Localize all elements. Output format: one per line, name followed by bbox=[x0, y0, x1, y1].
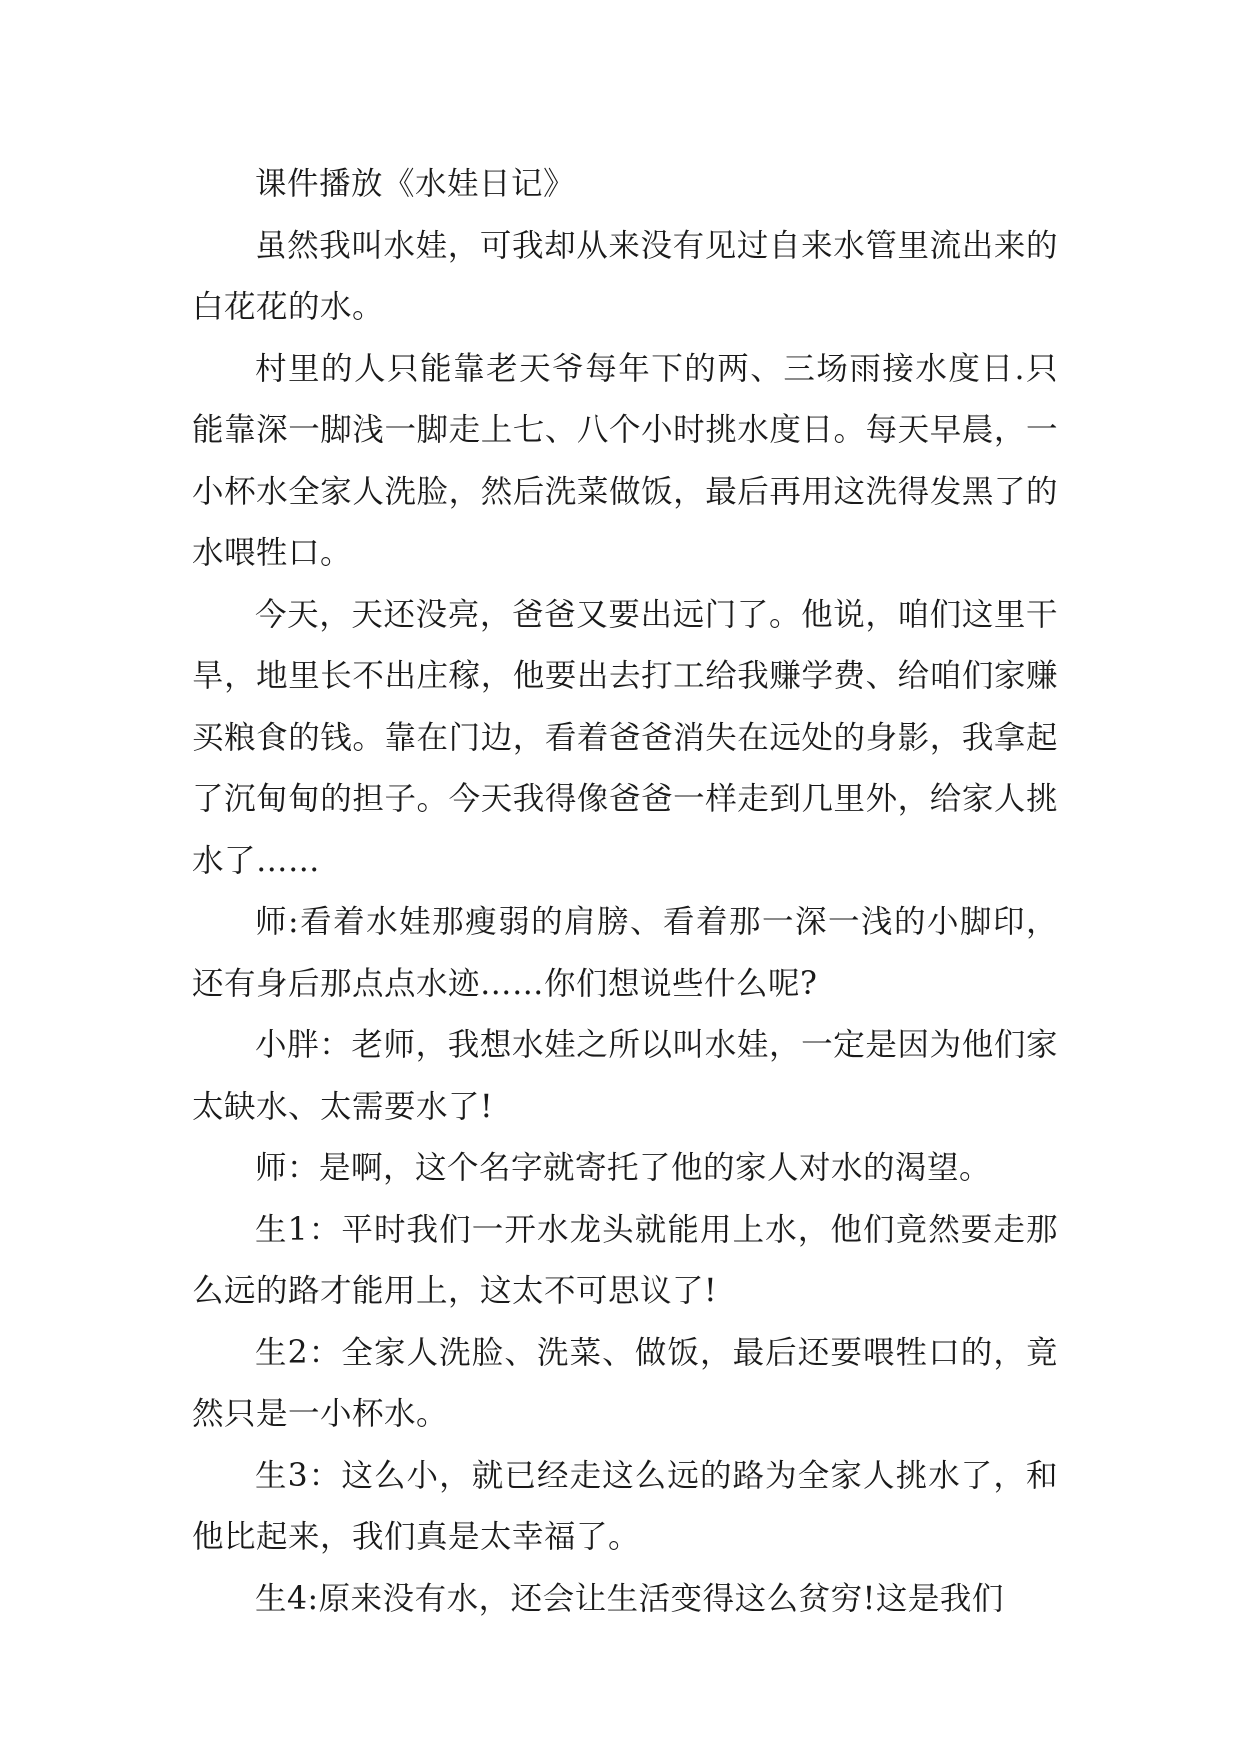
paragraph-title: 课件播放《水娃日记》 bbox=[255, 166, 576, 202]
paragraph-student: 生1：平时我们一开水龙头就能用上水，他们竟然要走那么远的路才能用上，这太不可思议了! bbox=[192, 1211, 1058, 1309]
paragraph-student: 生4:原来没有水，还会让生活变得这么贫穷!这是我们 bbox=[255, 1580, 1004, 1617]
paragraph-student: 小胖：老师，我想水娃之所以叫水娃，一定是因为他们家太缺水、太需要水了! bbox=[192, 1027, 1058, 1125]
document-page bbox=[192, 154, 1058, 1630]
paragraph: 今天，天还没亮，爸爸又要出远门了。他说，咱们这里干旱，地里长不出庄稼，他要出去打工给我赚学费、给咱们家赚买粮食的钱。靠在门边，看着爸爸消失在远处的身影，我拿起了沉甸甸的担子。今天我得像爸爸一样走到几里外，给家人挑水了…… bbox=[192, 596, 1058, 879]
paragraph-teacher: 师：是啊，这个名字就寄托了他的家人对水的渴望。 bbox=[255, 1150, 992, 1186]
paragraph: 虽然我叫水娃，可我却从来没有见过自来水管里流出来的白花花的水。 bbox=[192, 227, 1058, 325]
paragraph-student: 生2：全家人洗脸、洗菜、做饭，最后还要喂牲口的，竟然只是一小杯水。 bbox=[192, 1334, 1058, 1432]
paragraph-student: 生3：这么小，就已经走这么远的路为全家人挑水了，和他比起来，我们真是太幸福了。 bbox=[192, 1457, 1058, 1555]
paragraph: 村里的人只能靠老天爷每年下的两、三场雨接水度日.只能靠深一脚浅一脚走上七、八个小时挑水度日。每天早晨，一小杯水全家人洗脸，然后洗菜做饭，最后再用这洗得发黑了的水喂牲口。 bbox=[192, 350, 1058, 571]
paragraph-teacher: 师:看着水娃那瘦弱的肩膀、看着那一深一浅的小脚印，还有身后那点点水迹……你们想说些什么呢? bbox=[192, 904, 1058, 1002]
